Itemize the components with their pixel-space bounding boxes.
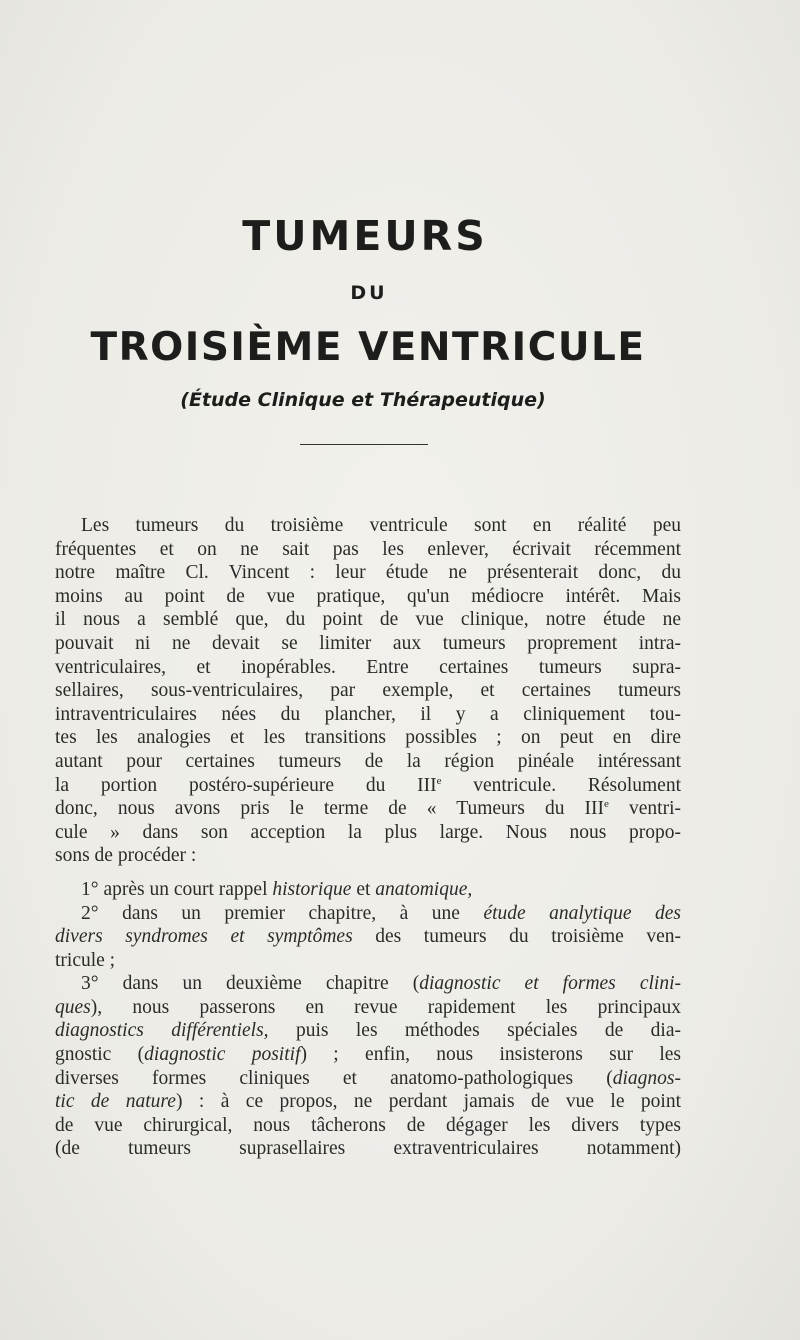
text-line: diverses formes cliniques et anatomo-pathologiques (diagnos- (55, 1067, 681, 1089)
body-text (55, 514, 681, 1161)
text-line: tricule ; (55, 949, 116, 971)
title-big: TROISIÈME VENTRICULE (90, 325, 646, 370)
title-connector: DU (350, 282, 388, 304)
text-line: pouvait ni ne devait se limiter aux tumeurs proprement intra- (55, 632, 681, 654)
list-item-2: 2° dans un premier chapitre, à une étude analytique des (81, 902, 681, 924)
text-line: moins au point de vue pratique, qu'un médiocre intérêt. Mais (55, 585, 681, 607)
list-item-1: 1° après un court rappel historique et anatomique, (81, 878, 473, 900)
divider-rule (300, 444, 428, 445)
text-line: ques), nous passerons en revue rapidement les principaux (55, 996, 681, 1018)
text-line: (de tumeurs suprasellaires extraventriculaires notamment) (55, 1138, 681, 1160)
text-line: fréquentes et on ne sait pas les enlever, écrivait récemment (55, 538, 681, 560)
list-item-3: 3° dans un deuxième chapitre (diagnostic et formes clini- (81, 973, 681, 995)
text-line: gnostic (diagnostic positif) ; enfin, nous insisterons sur les (55, 1044, 681, 1066)
text-line: tes les analogies et les transitions possibles ; on peut en dire (55, 727, 681, 749)
title-main: TUMEURS (242, 212, 488, 260)
text-line: il nous a semblé que, du point de vue clinique, notre étude ne (55, 609, 681, 631)
text-line: sellaires, sous-ventriculaires, par exemple, et certaines tumeurs (55, 680, 681, 702)
text-line: notre maître Cl. Vincent : leur étude ne présenterait donc, du (55, 562, 681, 584)
text-line: autant pour certaines tumeurs de la région pinéale intéressant (55, 750, 681, 772)
text-line: intraventriculaires nées du plancher, il y a cliniquement tou- (55, 703, 681, 725)
subtitle: (Étude Clinique et Thérapeutique) (180, 389, 546, 411)
text-line: ventriculaires, et inopérables. Entre certaines tumeurs supra- (55, 656, 681, 678)
text-line: sons de procéder : (55, 845, 197, 867)
text-line: de vue chirurgical, nous tâcherons de dégager les divers types (55, 1114, 681, 1136)
text-line: Les tumeurs du troisième ventricule sont en réalité peu (81, 515, 681, 536)
text-line: tic de nature) : à ce propos, ne perdant jamais de vue le point (55, 1091, 681, 1113)
text-line: diagnostics différentiels, puis les méthodes spéciales de dia- (55, 1020, 681, 1042)
text-line: la portion postéro-supérieure du IIIe ventricule. Résolument (55, 774, 682, 796)
text-line: cule » dans son acception la plus large. Nous nous propo- (55, 821, 681, 843)
text-line: donc, nous avons pris le terme de « Tumeurs du IIIe ventri- (55, 798, 681, 820)
text-line: divers syndromes et symptômes des tumeurs du troisième ven- (55, 926, 682, 948)
